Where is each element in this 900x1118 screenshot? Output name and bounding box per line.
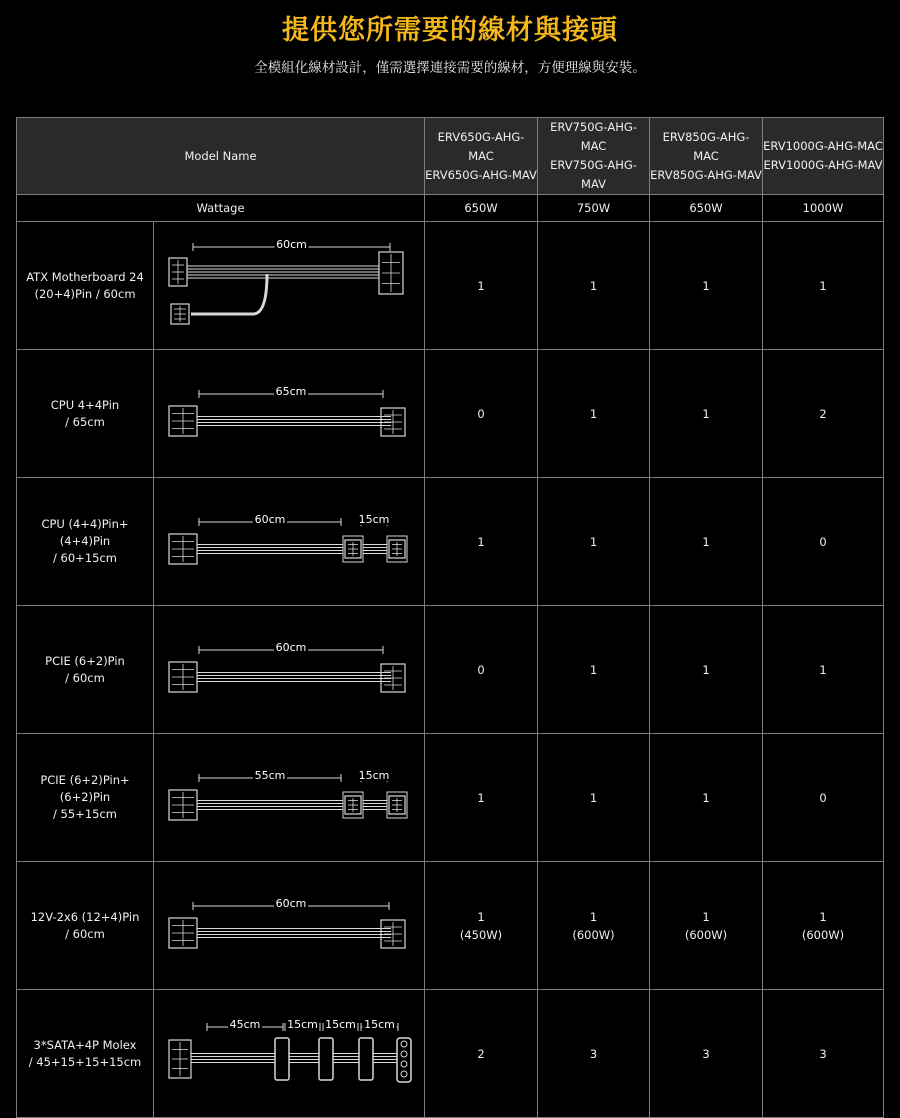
model-mac: ERV750G-AHG-MAC xyxy=(550,120,637,153)
model-mac: ERV850G-AHG-MAC xyxy=(662,129,750,163)
cable-quantity: 2 xyxy=(477,1046,485,1061)
dimension-label: 60cm xyxy=(275,238,307,251)
cable-quantity: 2 xyxy=(819,406,827,421)
cable-row xyxy=(17,734,884,862)
cable-quantity: 0 xyxy=(477,406,485,421)
cable-name-cell xyxy=(17,478,154,606)
model-header-cell xyxy=(425,118,538,195)
cable-diagram-cell xyxy=(154,222,425,350)
cable-quantity-cell xyxy=(763,606,884,734)
cable-power-rating: (600W) xyxy=(684,927,728,942)
wattage-cell: 650W xyxy=(425,195,538,222)
cable-quantity-cell xyxy=(650,606,763,734)
cable-row xyxy=(17,606,884,734)
cable-quantity: 1 xyxy=(477,534,485,549)
model-name-label: Model Name xyxy=(17,118,425,195)
cable-name-cell xyxy=(17,606,154,734)
cable-spec: / 65cm xyxy=(65,414,105,429)
cable-row xyxy=(17,478,884,606)
model-mav: ERV1000G-AHG-MAV xyxy=(763,158,883,172)
model-mac: ERV1000G-AHG-MAC xyxy=(763,139,883,153)
cable-name: CPU (4+4)Pin+(4+4)Pin xyxy=(41,517,129,548)
cable-quantity-cell xyxy=(425,734,538,862)
cable-quantity-cell xyxy=(650,478,763,606)
cable-quantity: 0 xyxy=(477,662,485,677)
cable-name-cell xyxy=(17,990,154,1118)
cable-diagram-cell xyxy=(154,350,425,478)
dimension-label: 60cm xyxy=(275,897,306,910)
cable-quantity: 1 xyxy=(702,406,710,421)
cable-name: PCIE (6+2)Pin+(6+2)Pin xyxy=(40,773,130,804)
dimension-label: 45cm xyxy=(229,1018,260,1031)
cable-diagram-cell xyxy=(154,990,425,1118)
cable-quantity-cell xyxy=(425,222,538,350)
12v-2x6-cable-icon xyxy=(155,862,424,986)
model-header-cell xyxy=(650,118,763,195)
cable-spec: (20+4)Pin / 60cm xyxy=(34,286,136,301)
cable-quantity-cell xyxy=(763,734,884,862)
cable-name: ATX Motherboard 24 xyxy=(26,269,144,284)
wattage-cell: 1000W xyxy=(763,195,884,222)
cable-quantity: 0 xyxy=(819,534,827,549)
cable-power-rating: (450W) xyxy=(459,927,503,942)
cable-quantity-cell xyxy=(763,862,884,990)
wattage-label: Wattage xyxy=(17,195,425,222)
cable-quantity-cell xyxy=(763,222,884,350)
cable-spec-table xyxy=(16,117,884,1118)
cable-quantity: 1 xyxy=(819,278,827,293)
cable-quantity: 1 xyxy=(702,790,710,805)
cable-quantity: 1 xyxy=(477,909,485,924)
cable-quantity-cell xyxy=(763,990,884,1118)
cable-quantity: 1 xyxy=(477,790,485,805)
cable-spec: / 45+15+15+15cm xyxy=(28,1054,142,1069)
cable-name: CPU 4+4Pin xyxy=(50,397,120,412)
pcie-8pin-cable-icon xyxy=(155,606,424,730)
cable-quantity-cell xyxy=(538,350,650,478)
cable-spec: / 60+15cm xyxy=(53,551,117,565)
cable-quantity: 1 xyxy=(589,790,598,805)
cable-quantity: 3 xyxy=(702,1046,710,1061)
cable-quantity-cell xyxy=(538,862,650,990)
wattage-row xyxy=(17,195,884,222)
page-title: 提供您所需要的線材與接頭 xyxy=(282,15,618,46)
model-mav: ERV650G-AHG-MAV xyxy=(425,167,537,182)
cable-quantity: 1 xyxy=(702,662,710,677)
cable-quantity-cell xyxy=(763,350,884,478)
dimension-label: 15cm xyxy=(324,1018,356,1031)
cable-quantity: 1 xyxy=(589,406,598,421)
cable-quantity-cell xyxy=(650,222,763,350)
cable-quantity-cell xyxy=(425,606,538,734)
cable-quantity-cell xyxy=(538,734,650,862)
cable-diagram-cell xyxy=(154,478,425,606)
cable-spec: / 55+15cm xyxy=(53,807,117,821)
dimension-label: 15cm xyxy=(358,769,389,782)
cable-spec: / 60cm xyxy=(65,670,105,685)
cable-quantity-cell xyxy=(650,350,763,478)
wattage-cell: 750W xyxy=(538,195,650,222)
page-subtitle: 全模組化線材設計，僅需選擇連接需要的線材，方便理線與安裝。 xyxy=(254,60,646,76)
cable-quantity: 3 xyxy=(589,1046,598,1061)
cable-quantity-cell xyxy=(650,990,763,1118)
cable-quantity-cell xyxy=(538,478,650,606)
dimension-label: 60cm xyxy=(254,513,285,526)
model-mav: ERV850G-AHG-MAV xyxy=(650,167,762,182)
cable-quantity-cell xyxy=(763,478,884,606)
atx-24pin-cable-icon xyxy=(155,222,424,346)
cable-quantity: 1 xyxy=(589,278,598,293)
cable-quantity: 1 xyxy=(477,278,485,293)
cable-quantity: 0 xyxy=(819,790,827,805)
cable-name: 3*SATA+4P Molex xyxy=(33,1037,137,1052)
cable-quantity-cell xyxy=(538,222,650,350)
model-mac: ERV650G-AHG-MAC xyxy=(437,129,525,163)
cable-quantity-cell xyxy=(425,478,538,606)
cpu-dual-8pin-cable-icon xyxy=(155,478,424,602)
cable-quantity-cell xyxy=(425,350,538,478)
cable-quantity-cell xyxy=(650,862,763,990)
dimension-label: 15cm xyxy=(358,513,389,526)
cable-quantity-cell xyxy=(425,862,538,990)
cable-row xyxy=(17,862,884,990)
dimension-label: 60cm xyxy=(275,641,306,654)
pcie-dual-8pin-cable-icon xyxy=(155,734,424,858)
cable-row xyxy=(17,990,884,1118)
cable-diagram-cell xyxy=(154,606,425,734)
sata-molex-cable-icon xyxy=(155,990,424,1114)
cable-power-rating: (600W) xyxy=(572,927,615,942)
cable-spec: / 60cm xyxy=(65,926,105,941)
cable-quantity-cell xyxy=(425,990,538,1118)
cable-quantity: 1 xyxy=(819,662,827,677)
cpu-8pin-cable-icon xyxy=(155,350,424,474)
dimension-label: 55cm xyxy=(254,769,285,782)
cable-quantity: 3 xyxy=(819,1046,827,1061)
cable-row xyxy=(17,222,884,350)
cable-quantity: 1 xyxy=(819,909,827,924)
dimension-label: 15cm xyxy=(286,1018,318,1031)
cable-quantity-cell xyxy=(538,990,650,1118)
cable-quantity: 1 xyxy=(702,278,710,293)
cable-name-cell xyxy=(17,734,154,862)
cable-diagram-cell xyxy=(154,862,425,990)
cable-name-cell xyxy=(17,862,154,990)
cable-quantity: 1 xyxy=(702,909,710,924)
model-mav: ERV750G-AHG-MAV xyxy=(550,158,637,191)
cable-name-cell xyxy=(17,350,154,478)
cable-quantity: 1 xyxy=(702,534,710,549)
cable-name: PCIE (6+2)Pin xyxy=(45,653,125,668)
cable-quantity: 1 xyxy=(589,909,598,924)
dimension-label: 15cm xyxy=(363,1018,395,1031)
cable-row xyxy=(17,350,884,478)
model-header-cell xyxy=(763,118,884,195)
cable-power-rating: (600W) xyxy=(801,927,845,942)
wattage-cell: 650W xyxy=(650,195,763,222)
model-header-cell xyxy=(538,118,650,195)
cable-name-cell xyxy=(17,222,154,350)
cable-quantity: 1 xyxy=(589,534,598,549)
cable-name: 12V-2x6 (12+4)Pin xyxy=(30,909,140,924)
cable-quantity-cell xyxy=(538,606,650,734)
cable-quantity-cell xyxy=(650,734,763,862)
dimension-label: 65cm xyxy=(275,385,306,398)
cable-diagram-cell xyxy=(154,734,425,862)
model-header-row xyxy=(17,118,884,195)
cable-quantity: 1 xyxy=(589,662,598,677)
